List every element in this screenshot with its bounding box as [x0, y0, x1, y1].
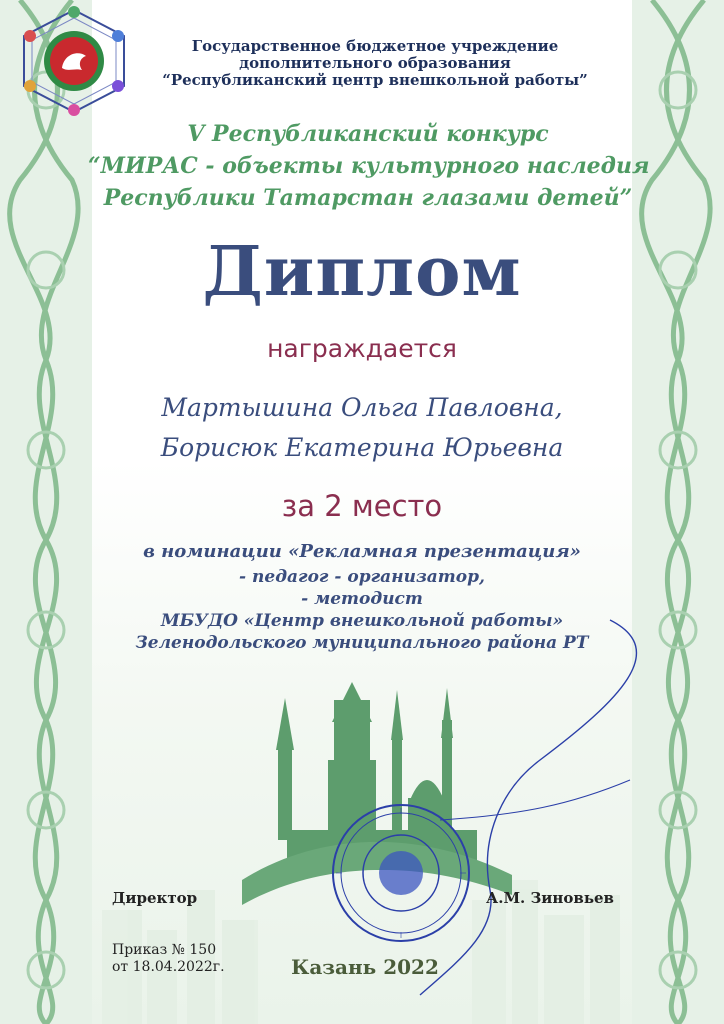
- contest-line: Республики Татарстан глазами детей”: [103, 185, 633, 211]
- org-line: Государственное бюджетное учреждение: [191, 37, 559, 55]
- city-year: Казань 2022: [291, 955, 439, 979]
- contest-line: “МИРАС - объекты культурного наследия: [88, 153, 650, 179]
- recipient-name: Мартышина Ольга Павловна,: [161, 393, 563, 422]
- school-line: Зеленодольского муниципального района РТ: [135, 633, 589, 653]
- awarded-caption: награждается: [267, 334, 457, 363]
- contest-line: V Республиканский конкурс: [187, 121, 549, 147]
- org-line: “Республиканский центр внешкольной работы”: [162, 71, 588, 89]
- school-line: МБУДО «Центр внешкольной работы»: [160, 611, 564, 631]
- role-line: - методист: [301, 589, 423, 609]
- award-details: [92, 538, 632, 654]
- diploma-title: Диплом: [202, 232, 522, 312]
- official-seal-stamp: [328, 800, 474, 946]
- org-line: дополнительного образования: [239, 54, 511, 72]
- director-name: А.М. Зиновьев: [486, 889, 614, 907]
- order-date: от 18.04.2022г.: [112, 959, 225, 975]
- contest-title: [88, 118, 648, 214]
- nomination-text: в номинации «Рекламная презентация»: [143, 541, 581, 562]
- center-emblem-logo: [12, 6, 136, 116]
- recipient-names: [92, 388, 632, 468]
- role-line: - педагог - организатор,: [239, 567, 485, 587]
- recipient-name: Борисюк Екатерина Юрьевна: [160, 433, 564, 462]
- left-ornament-border: [0, 0, 92, 1024]
- director-label: Директор: [112, 889, 198, 907]
- organization-header: [150, 38, 600, 89]
- order-number: Приказ № 150: [112, 942, 217, 958]
- place-award: за 2 место: [281, 489, 443, 523]
- order-reference: [112, 942, 225, 976]
